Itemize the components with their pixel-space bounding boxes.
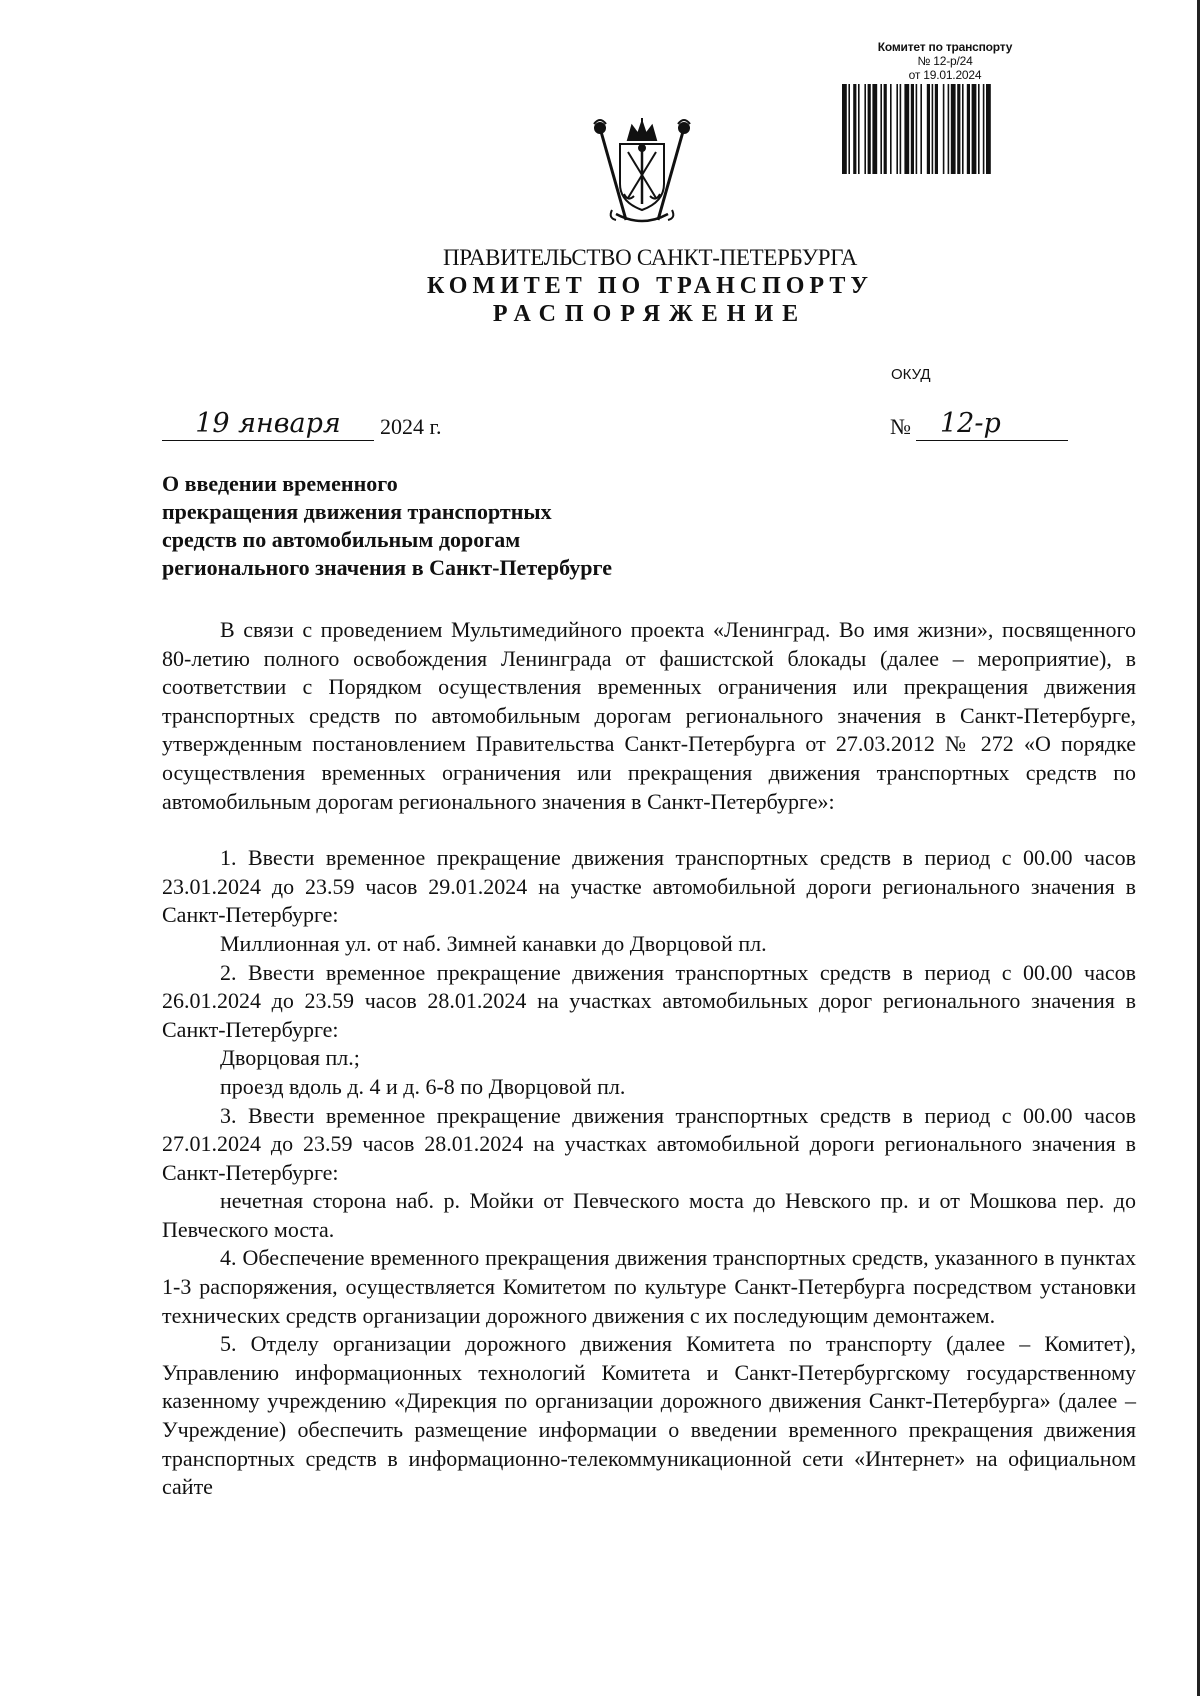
- barcode-bar: [890, 84, 892, 174]
- government-name: ПРАВИТЕЛЬСТВО САНКТ-ПЕТЕРБУРГА: [442, 245, 858, 270]
- item-2-road-2: проезд вдоль д. 4 и д. 6-8 по Дворцовой пл.: [220, 1073, 626, 1099]
- barcode-bar: [983, 84, 985, 174]
- date-year: 2024 г.: [380, 414, 442, 439]
- item-3-road: нечетная сторона наб. р. Мойки от Певческого моста до Невского пр. и от Мошкова пер. до Певческого моста.: [162, 1188, 1136, 1242]
- barcode-bar: [848, 84, 850, 174]
- item-2: 2. Ввести временное прекращение движения транспортных средств в период с 00.00 часов 26.01.2024 до 23.59 часов 28.01.2024 на участках автомобильных дорог регионального значения в Санкт-Петербурге:: [162, 959, 1136, 1042]
- preamble-paragraph: В связи с проведением Мультимедийного проекта «Ленинград. Во имя жизни», посвященного 80-летию полного освобождения Ленинграда от фашистской блокады (далее – мероприятие), в соответствии с Порядком осуществления временных ограничения или прекращения движения транспортных средств по автомобильным дорогам регионального значения в Санкт-Петербурге, утвержденным постановлением Правительства Санкт-Петербурга от 27.03.2012 № 272 «О порядке осуществления временных ограничения или прекращения движения транспортных средств по автомобильным дорогам регионального значения в Санкт-Петербурге»:: [162, 617, 1136, 814]
- item-1-road: Миллионная ул. от наб. Зимней канавки до Дворцовой пл.: [220, 930, 767, 956]
- committee-name: КОМИТЕТ ПО ТРАНСПОРТУ: [427, 273, 873, 299]
- item-3: 3. Ввести временное прекращение движения транспортных средств в период с 00.00 часов 27.01.2024 до 23.59 часов 28.01.2024 на участках автомобильной дороги регионального значения в Санкт-Петербурге:: [162, 1102, 1136, 1185]
- barcode-bar: [948, 84, 950, 174]
- item-5: 5. Отделу организации дорожного движения Комитета по транспорту (далее – Комитет), Управлению информационных технологий Комитета и Санкт-Петербургскому государственному казенному учреждению «Дирекция по организации дорожного движения Санкт-Петербурга» (далее – Учреждение) обеспечить размещение информации о введении временного прекращения движения транспортных средств в информационно-телекоммуникационной сети «Интернет» на официальном сайте: [162, 1331, 1136, 1500]
- barcode-bar: [872, 84, 877, 174]
- barcode-bar: [935, 84, 938, 174]
- item-2-road-1: Дворцовая пл.;: [220, 1045, 360, 1071]
- handwritten-number: 12-р: [916, 408, 1068, 441]
- barcode-bar: [858, 84, 860, 174]
- barcode: [840, 84, 1050, 174]
- barcode-bar: [920, 84, 922, 174]
- barcode-bar: [884, 84, 887, 174]
- barcode-bar: [957, 84, 960, 174]
- item-4: 4. Обеспечение временного прекращения движения транспортных средств, указанного в пунктах 1-3 распоряжения, осуществляется Комитетом по культуре Санкт-Петербурга посредством установки технических средств организации дорожного движения с их последующим демонтажем.: [162, 1245, 1136, 1328]
- barcode-bar: [986, 84, 991, 174]
- barcode-bar: [853, 84, 856, 174]
- document-date: [162, 408, 462, 448]
- barcode-bar: [967, 84, 970, 174]
- barcode-bar: [951, 84, 956, 174]
- barcode-bar: [916, 84, 918, 174]
- title-line: О введении временного: [162, 471, 398, 496]
- stamp-date: от 19.01.2024: [908, 68, 982, 82]
- handwritten-date: 19 января: [162, 408, 374, 441]
- item-1: 1. Ввести временное прекращение движения транспортных средств в период с 00.00 часов 23.01.2024 до 23.59 часов 29.01.2024 на участке автомобильной дороги регионального значения в Санкт-Петербурге:: [162, 845, 1136, 928]
- barcode-bar: [896, 84, 898, 174]
- title-line: средств по автомобильным дорогам: [162, 527, 521, 552]
- document-header: [0, 244, 1200, 328]
- stamp-number: № 12-р/24: [917, 54, 973, 68]
- stamp-committee: Комитет по транспорту: [877, 40, 1013, 54]
- document-title: [162, 470, 722, 582]
- barcode-bar: [943, 84, 945, 174]
- barcode-bar: [932, 84, 934, 174]
- title-line: регионального значения в Санкт-Петербурге: [162, 555, 612, 580]
- barcode-bar: [962, 84, 964, 174]
- registration-stamp: [840, 40, 1050, 174]
- number-sign: №: [890, 414, 911, 439]
- barcode-bar: [864, 84, 866, 174]
- barcode-bar: [842, 84, 847, 174]
- document-type: РАСПОРЯЖЕНИЕ: [492, 301, 808, 327]
- barcode-bar: [868, 84, 871, 174]
- document-body: [162, 616, 1136, 1502]
- coat-of-arms-icon: [586, 118, 698, 230]
- title-line: прекращения движения транспортных: [162, 499, 552, 524]
- barcode-bar: [900, 84, 902, 174]
- okud-label: ОКУД: [891, 366, 931, 383]
- barcode-bar: [911, 84, 914, 174]
- barcode-bar: [880, 84, 882, 174]
- barcode-bar: [972, 84, 977, 174]
- barcode-bar: [978, 84, 980, 174]
- document-number: [890, 408, 1060, 448]
- barcode-bar: [904, 84, 909, 174]
- barcode-bar: [927, 84, 930, 174]
